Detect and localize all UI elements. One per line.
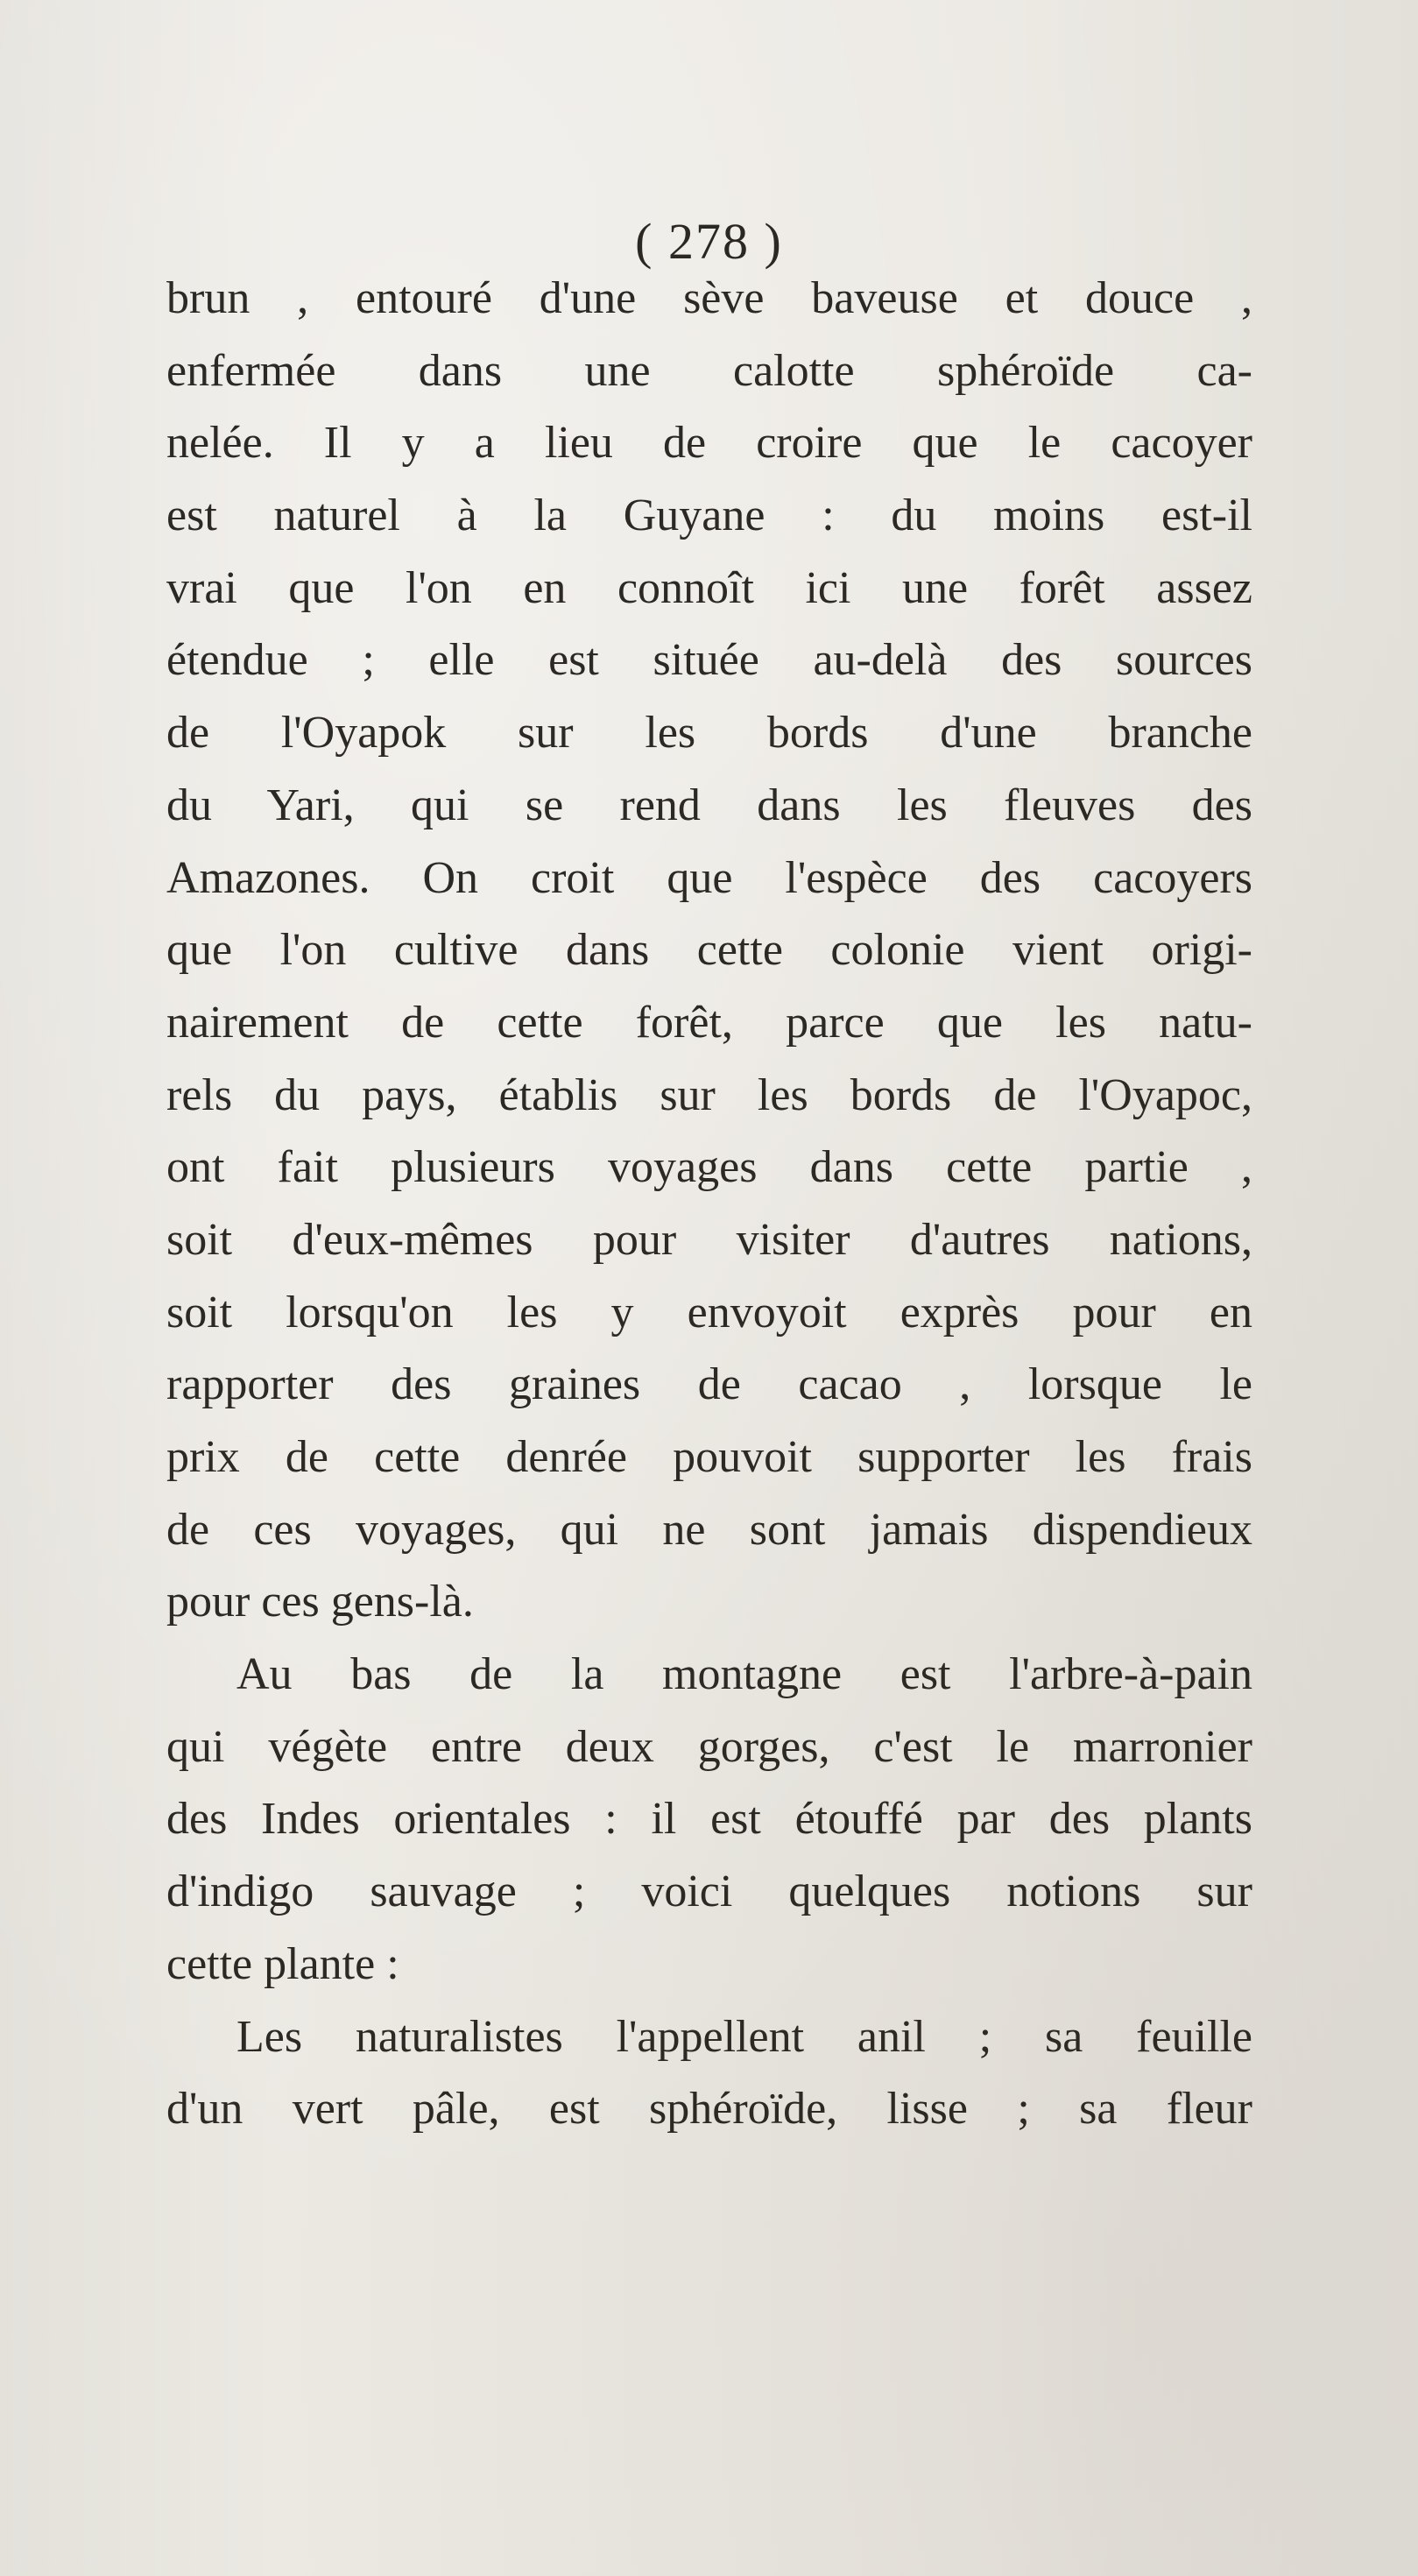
text-line: que l'on cultive dans cette colonie vient origi- [166, 925, 1252, 976]
text-line: du Yari, qui se rend dans les fleuves des [166, 780, 1252, 830]
text-line: Les naturalistes l'appellent anil ; sa feuille [236, 2011, 1252, 2062]
text-line: cette plante : [166, 1938, 399, 1989]
text-line: qui végète entre deux gorges, c'est le marronier [166, 1721, 1252, 1772]
text-line: rapporter des graines de cacao , lorsque le [166, 1359, 1252, 1410]
text-line: nairement de cette forêt, parce que les natu- [166, 997, 1252, 1048]
text-line: des Indes orientales : il est étouffé par des plants [166, 1794, 1252, 1845]
text-line: d'indigo sauvage ; voici quelques notions sur [166, 1867, 1252, 1917]
text-line: vrai que l'on en connoît ici une forêt assez [166, 562, 1252, 613]
text-line: de ces voyages, qui ne sont jamais dispendieux [166, 1504, 1252, 1555]
text-line: de l'Oyapok sur les bords d'une branche [166, 708, 1252, 759]
text-line: Amazones. On croit que l'espèce des cacoyers [166, 852, 1252, 903]
text-line: pour ces gens-là. [166, 1577, 474, 1627]
text-line: rels du pays, établis sur les bords de l'Oyapoc, [166, 1069, 1252, 1120]
text-line: d'un vert pâle, est sphéroïde, lisse ; sa fleur [166, 2084, 1252, 2135]
text-line: étendue ; elle est située au-delà des sources [166, 635, 1252, 686]
text-line: prix de cette denrée pouvoit supporter les frais [166, 1432, 1252, 1482]
body-text [166, 263, 1252, 2146]
text-line: soit d'eux-mêmes pour visiter d'autres nations, [166, 1214, 1252, 1265]
text-line: nelée. Il y a lieu de croire que le cacoyer [166, 418, 1252, 469]
page-number: ( 278 ) [635, 213, 783, 270]
text-line: Au bas de la montagne est l'arbre-à-pain [236, 1649, 1252, 1700]
text-line: enfermée dans une calotte sphéroïde ca- [166, 345, 1252, 396]
text-line: est naturel à la Guyane : du moins est-il [166, 490, 1252, 541]
text-line: soit lorsqu'on les y envoyoit exprès pour en [166, 1287, 1252, 1337]
text-line: ont fait plusieurs voyages dans cette partie , [166, 1142, 1252, 1193]
text-line: brun , entouré d'une sève baveuse et douce , [166, 273, 1252, 323]
